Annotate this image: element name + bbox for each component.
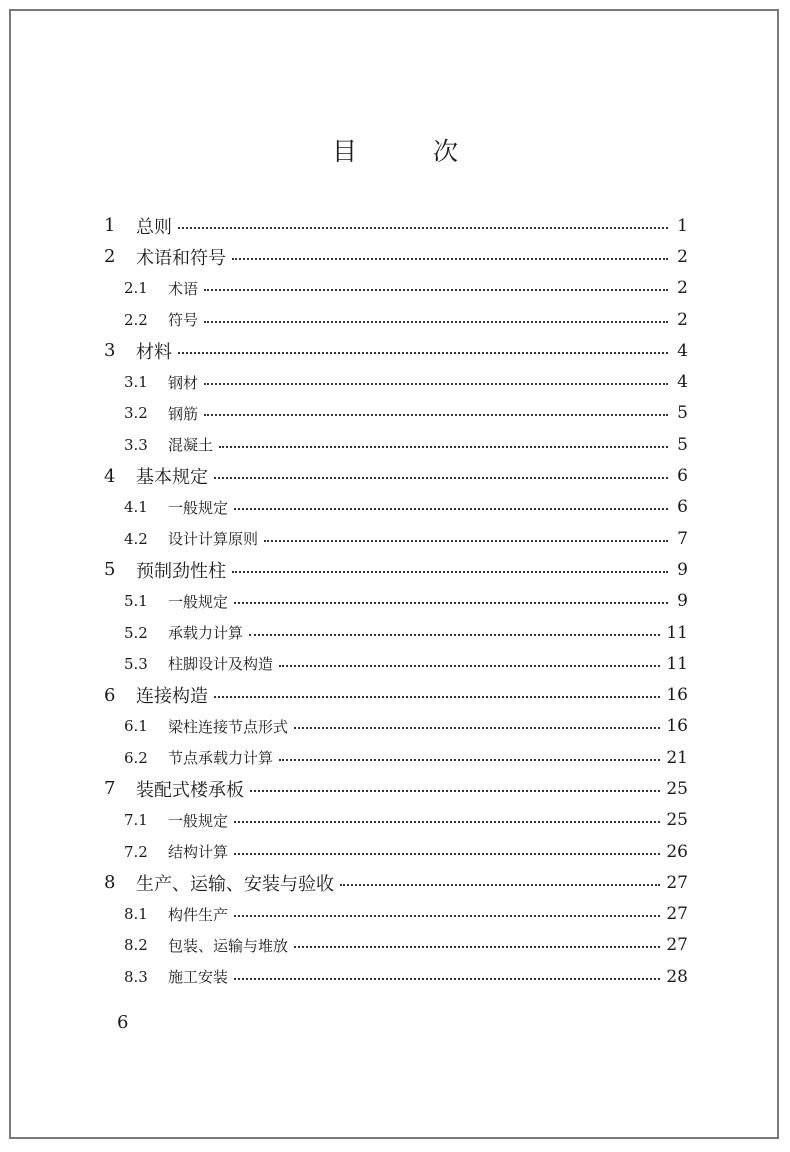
toc-subentry[interactable]: [104, 304, 688, 335]
dot-leader: [178, 352, 668, 354]
toc-entry-label: 装配式楼承板: [136, 779, 244, 801]
toc-entry[interactable]: [104, 867, 688, 898]
toc-subentry-label: 一般规定: [168, 498, 229, 517]
toc-entry[interactable]: [104, 460, 688, 491]
toc-title-char-1: 目: [331, 137, 357, 166]
toc-subentry-page: 9: [677, 591, 688, 612]
dot-leader: [204, 383, 668, 385]
toc-subentry-page: 21: [666, 747, 688, 768]
dot-leader: [204, 321, 668, 323]
toc-entry-label: 总则: [136, 216, 172, 238]
toc-subentry-label: 构件生产: [168, 905, 229, 924]
toc-entry-label: 材料: [136, 341, 172, 363]
toc-subentry-page: 11: [666, 622, 688, 643]
dot-leader: [234, 915, 660, 917]
dot-leader: [249, 634, 660, 636]
toc-subentry-label: 包装、运输与堆放: [168, 936, 289, 955]
toc-entry-number: 4: [104, 465, 116, 487]
toc-entry-page: 4: [677, 340, 688, 361]
toc-subentry-page: 2: [677, 309, 688, 330]
toc-subentry-page: 4: [677, 372, 688, 393]
toc-subentry[interactable]: [104, 492, 688, 523]
toc-subentry[interactable]: [104, 366, 688, 397]
toc-subentry-label: 符号: [168, 311, 199, 330]
dot-leader: [234, 821, 660, 823]
toc-entry-page: 25: [666, 778, 688, 799]
toc-subentry-number: 7.2: [124, 842, 148, 861]
toc-entry-label: 预制劲性柱: [136, 560, 226, 582]
toc-subentry[interactable]: [104, 742, 688, 773]
toc-subentry-label: 设计计算原则: [168, 530, 259, 549]
toc-subentry-label: 承载力计算: [168, 624, 244, 642]
toc-entry-page: 6: [677, 466, 688, 487]
toc-entry-page: 16: [666, 685, 688, 706]
toc-entry[interactable]: [104, 679, 688, 710]
toc-subentry-number: 8.1: [124, 905, 148, 924]
toc-entry-label: 基本规定: [136, 467, 208, 489]
toc-subentry[interactable]: [104, 961, 688, 992]
toc-subentry[interactable]: [104, 523, 688, 554]
toc-entry-page: 27: [666, 872, 688, 893]
toc-subentry-page: 5: [677, 403, 688, 424]
dot-leader: [250, 790, 660, 792]
dot-leader: [214, 477, 668, 479]
dot-leader: [234, 853, 660, 855]
dot-leader: [219, 446, 668, 448]
toc-subentry-number: 5.3: [124, 654, 148, 673]
toc-subentry-page: 27: [666, 935, 688, 956]
toc-subentry-label: 梁柱连接节点形式: [168, 717, 289, 736]
toc-entry-label: 术语和符号: [136, 247, 226, 269]
dot-leader: [234, 978, 660, 980]
toc-subentry-label: 钢材: [168, 373, 199, 392]
toc-subentry-page: 6: [677, 497, 688, 518]
toc-subentry-number: 6.1: [124, 717, 148, 736]
dot-leader: [232, 571, 668, 573]
toc-subentry[interactable]: [104, 617, 688, 648]
toc-entry-label: 连接构造: [136, 686, 208, 708]
toc-entry-number: 6: [104, 684, 116, 706]
toc-entry-page: 9: [677, 559, 688, 580]
toc-subentry-number: 2.1: [124, 279, 148, 298]
toc-subentry-label: 柱脚设计及构造: [168, 655, 274, 674]
toc-subentry-page: 2: [677, 278, 688, 299]
toc-subentry-page: 16: [666, 716, 688, 737]
toc-subentry-label: 一般规定: [168, 592, 229, 611]
dot-leader: [232, 258, 668, 260]
toc-subentry-label: 结构计算: [168, 843, 229, 862]
toc-subentry-label: 节点承载力计算: [168, 749, 274, 768]
toc-entry[interactable]: [104, 554, 688, 585]
dot-leader: [178, 227, 668, 229]
toc-subentry[interactable]: [104, 273, 688, 304]
toc-subentry-label: 施工安装: [168, 968, 229, 987]
toc-subentry-page: 27: [666, 904, 688, 925]
toc-subentry-label: 钢筋: [168, 404, 199, 423]
dot-leader: [294, 727, 660, 729]
toc-subentry-number: 6.2: [124, 748, 148, 767]
dot-leader: [279, 665, 660, 667]
toc-subentry-number: 8.3: [124, 967, 148, 986]
toc-subentry-page: 7: [677, 528, 688, 549]
toc-entry[interactable]: [104, 773, 688, 804]
toc-entry-number: 8: [104, 872, 116, 894]
toc-entry-number: 1: [104, 215, 116, 237]
toc-entry-page: 1: [677, 215, 688, 236]
toc-subentry-label: 混凝土: [168, 436, 214, 455]
toc-subentry-number: 3.1: [124, 373, 148, 392]
toc-subentry-number: 3.2: [124, 404, 148, 423]
toc-subentry[interactable]: [104, 899, 688, 930]
toc-entry-page: 2: [677, 246, 688, 267]
dot-leader: [294, 946, 660, 948]
toc-subentry-number: 5.2: [124, 623, 148, 642]
toc-subentry-page: 25: [666, 810, 688, 831]
toc-subentry-page: 5: [677, 434, 688, 455]
page-number: 6: [117, 1012, 129, 1033]
toc-subentry[interactable]: [104, 805, 688, 836]
toc-title-char-2: 次: [433, 137, 459, 166]
dot-leader: [204, 289, 668, 291]
toc-subentry-number: 4.1: [124, 498, 148, 517]
dot-leader: [279, 759, 660, 761]
toc-entry-number: 3: [104, 340, 116, 362]
toc-subentry-label: 一般规定: [168, 811, 229, 830]
toc-entry[interactable]: [104, 210, 688, 241]
toc-subentry-page: 26: [666, 841, 688, 862]
toc-entry[interactable]: [104, 335, 688, 366]
dot-leader: [340, 884, 660, 886]
toc-subentry[interactable]: [104, 836, 688, 867]
toc-subentry[interactable]: [104, 429, 688, 460]
toc-subentry[interactable]: [104, 586, 688, 617]
dot-leader: [264, 540, 668, 542]
toc-entry[interactable]: [104, 241, 688, 272]
toc-entry-number: 7: [104, 778, 116, 800]
toc-entry-label: 生产、运输、安装与验收: [136, 873, 334, 895]
toc-subentry-number: 4.2: [124, 529, 148, 548]
toc-subentry-number: 2.2: [124, 310, 148, 329]
toc-subentry[interactable]: [104, 711, 688, 742]
toc-subentry-page: 11: [666, 653, 688, 674]
toc-entry-number: 5: [104, 559, 116, 581]
dot-leader: [204, 414, 668, 416]
toc-subentry-label: 术语: [168, 279, 199, 298]
dot-leader: [234, 508, 668, 510]
toc-subentry-number: 5.1: [124, 592, 148, 611]
dot-leader: [234, 602, 668, 604]
toc-entry-number: 2: [104, 246, 116, 268]
toc-subentry[interactable]: [104, 648, 688, 679]
toc-subentry[interactable]: [104, 930, 688, 961]
toc-subentry-page: 28: [666, 966, 688, 987]
toc-list: [104, 210, 688, 992]
toc-subentry-number: 8.2: [124, 936, 148, 955]
dot-leader: [214, 696, 660, 698]
toc-title: [0, 132, 790, 168]
toc-subentry[interactable]: [104, 398, 688, 429]
toc-subentry-number: 3.3: [124, 435, 148, 454]
toc-subentry-number: 7.1: [124, 811, 148, 830]
